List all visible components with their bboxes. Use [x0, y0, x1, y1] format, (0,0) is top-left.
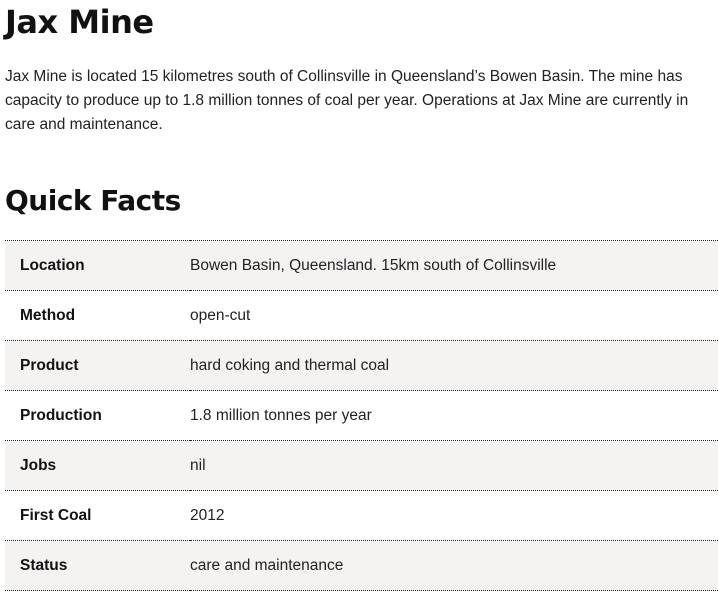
fact-value: Bowen Basin, Queensland. 15km south of Collinsville — [190, 256, 557, 274]
quick-facts-heading: Quick Facts — [5, 184, 181, 217]
fact-label: Jobs — [20, 456, 57, 474]
fact-value: care and maintenance — [190, 556, 344, 574]
page-title: Jax Mine — [5, 3, 154, 41]
fact-row-production — [5, 391, 718, 441]
fact-row-first-coal — [5, 491, 718, 541]
intro-paragraph: Jax Mine is located 15 kilometres south of Collinsville in Queensland’s Bowen Basin. The mine has capacity to produce up to 1.8 million tonnes of coal per year. Operations at Jax Mine are currently in care and maintenance. — [5, 68, 689, 133]
fact-label: First Coal — [20, 506, 92, 524]
fact-row-location — [5, 241, 718, 291]
fact-value: 1.8 million tonnes per year — [190, 406, 372, 424]
fact-label: Production — [20, 406, 102, 424]
fact-value: open-cut — [190, 306, 251, 324]
fact-value: nil — [190, 456, 206, 474]
fact-row-status — [5, 541, 718, 591]
fact-row-product — [5, 341, 718, 391]
fact-label: Location — [20, 256, 85, 274]
fact-value: 2012 — [190, 506, 225, 524]
fact-label: Product — [20, 356, 79, 374]
quick-facts-table — [5, 240, 718, 591]
fact-row-method — [5, 291, 718, 341]
fact-label: Status — [20, 556, 68, 574]
fact-value: hard coking and thermal coal — [190, 356, 390, 374]
fact-row-jobs — [5, 441, 718, 491]
fact-label: Method — [20, 306, 76, 324]
